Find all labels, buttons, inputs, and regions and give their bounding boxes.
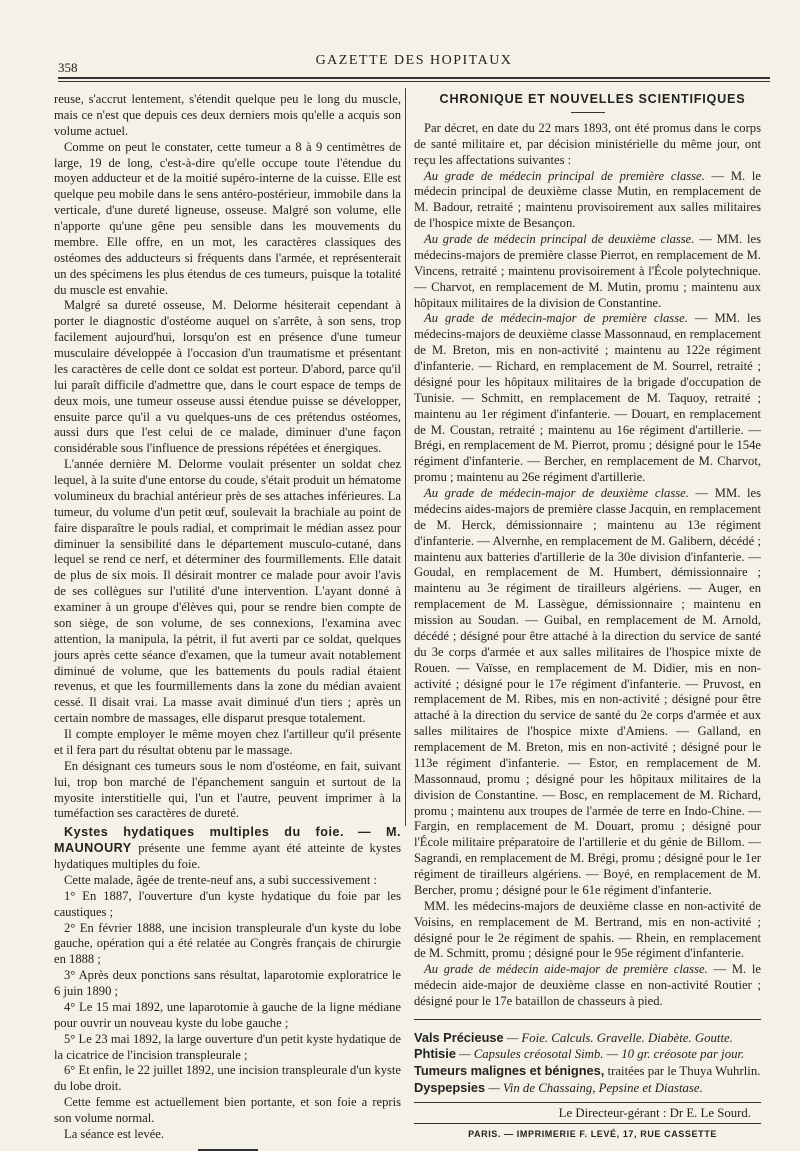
- ad-product: Dyspepsies: [414, 1079, 486, 1095]
- page-header: [58, 52, 770, 76]
- chronicle-title: CHRONIQUE ET NOUVELLES SCIENTIFIQUES: [439, 92, 746, 106]
- paragraph: Comme on peut le constater, cette tumeur a 8 à 9 centimètres de large, 19 de long, c'est-à-dire qu'elle occupe toute l'étendue du moyen adducteur et de la moitié supéro-interne de la cuisse. Elle est quelque peu mobile dans le sens antéro-postérieur, immobile dans la verticale, d'une dureté ligneuse, osseuse. Malgré son volume, elle n'apporte qu'une gêne peu sensible dans les mouvements du membre. Elle offre, en un mot, les caractères classiques des ostéomes des adducteurs si fréquents dans l'armée, et représenterait un des spécimens les plus étendus de ces tumeurs, puisque la totalité du muscle est envahie.: [54, 139, 401, 297]
- ad-line: [414, 1080, 761, 1097]
- ad-text: traitées par le Thuya Wuhrlin.: [604, 1064, 761, 1079]
- ad-product: Phtisie: [414, 1046, 456, 1062]
- paragraph: Cette malade, âgée de trente-neuf ans, a subi successivement :: [64, 872, 377, 887]
- section-title: Kystes hydatiques multiples du foie.: [64, 825, 344, 840]
- column-divider: [405, 88, 406, 826]
- printer-imprint: PARIS. — IMPRIMERIE F. LEVÉ, 17, RUE CASSETTE: [468, 1129, 717, 1140]
- right-column: [414, 92, 761, 1143]
- grade-heading: Au grade de médecin principal de deuxième classe.: [424, 232, 695, 246]
- ad-text: — Vin de Chassaing, Pepsine et Diastase.: [485, 1080, 703, 1095]
- list-item: 1° En 1887, l'ouverture d'un kyste hydatique du foie par les caustiques ;: [54, 888, 401, 919]
- left-column: [54, 92, 401, 1151]
- paragraph: L'année dernière M. Delorme voulait présenter un soldat chez lequel, à la suite d'une entorse du coude, s'était produit un hématome volumineux du brachial antérieur près de ses attaches inférieures. La tumeur, du volume d'un petit œuf, soulevait la brachiale au point de faire disparaître le pouls radial, et comprimait le médian assez pour diminuer la sensibilité dans le département musculo-cutané, dans lequel se rend ce nerf, et déterminer des fourmillements. Elle datait de plus de six mois. Il désirait montrer ce malade pour avoir l'avis de ses collègues sur l'utilité d'une intervention. L'ayant donné à examiner à un groupe d'élèves qui, pour se rendre bien compte de son siège, de son volume, de ses connexions, l'examina avec attention, la manipula, la pétrit, il fut averti par ce soldat, quelques jours après cette séance d'examen, que la tumeur avait notablement diminué de volume, que les battements du pouls radial étaient revenus, et que les fourmillements dans la zone du médian avaient cessé. Il disait vrai. La masse avait diminué d'un tiers ; après un certain nombre de massages, elle disparut presque totalement.: [54, 457, 401, 726]
- director-signature: Le Directeur-gérant : Dr E. Le Sourd.: [558, 1106, 751, 1121]
- section-intro: présente une femme ayant été atteinte de kystes hydatiques multiples du foie.: [54, 841, 401, 871]
- ad-product: Tumeurs malignes et bénignes,: [414, 1063, 605, 1079]
- paragraph: Par décret, en date du 22 mars 1893, ont été promus dans le corps de santé militaire et, par décision ministérielle du même jour, ont reçu les affectations suivantes :: [414, 120, 761, 167]
- grade-heading: Au grade de médecin-major de deuxième classe.: [424, 486, 689, 500]
- ad-product: Vals Précieuse: [414, 1029, 504, 1045]
- ad-line: [414, 1030, 761, 1047]
- list-item: 2° En février 1888, une incision transpleurale d'un kyste du lobe gauche, opération qui a été relatée au Congrès français de chirurgie en 1888 ;: [54, 920, 401, 967]
- section-author: — M. MAUNOURY: [54, 825, 401, 856]
- paragraph: [414, 311, 761, 486]
- grade-heading: Au grade de médecin aide-major de première classe.: [424, 962, 708, 977]
- title-rule: [571, 112, 605, 113]
- list-item: 6° Et enfin, le 22 juillet 1892, une incision transpleurale d'un kyste du lobe droit.: [54, 1063, 401, 1094]
- paragraph: En désignant ces tumeurs sous le nom d'ostéome, en fait, suivant lui, trop bon marché de l'épanchement sanguin et surtout de la myosite interstitielle qui, l'un et l'autre, peuvent imprimer à la tuméfaction ses caractères de dureté.: [54, 758, 401, 821]
- paragraph: Cette femme est actuellement bien portante, et son foie a repris son volume normal.: [54, 1095, 401, 1125]
- page-number: 358: [58, 60, 78, 75]
- paragraph: La séance est levée.: [64, 1126, 164, 1141]
- paragraph-text: — MM. les médecins-majors de deuxième classe Massonnaud, en remplacement de M. Breton, mis en non-activité ; maintenu au 122e régiment d'infanterie. — Richard, en remplacement de M. Sourrel, retraité ; désigné pour les hôpitaux militaires de la brigade d'occupation de Tunisie. — Schmitt, en remplacement de M. Taquoy, retraité ; maintenu au 1er régiment d'infanterie. — Douart, en remplacement de M. Coustan, retraité ; maintenu au 16e régiment d'artillerie. — Brégi, en remplacement de M. Pierrot, promu ; désigné pour le 154e régiment d'infanterie. — Bercher, en remplacement de M. Charvot, promu ; maintenu au 26e régiment d'artillerie.: [414, 311, 761, 485]
- paragraph-text: — M. le médecin principal de deuxième classe Mutin, en remplacement de M. Badour, retraité ; maintenu provisoirement aux salles militaires de l'hospice mixte de Besançon.: [414, 168, 761, 231]
- list-item: 4° Le 15 mai 1892, une laparotomie à gauche de la ligne médiane pour ouvrir un nouveau kyste du lobe gauche ;: [54, 999, 401, 1030]
- signature-rule-top: [414, 1102, 761, 1103]
- ad-line: [414, 1046, 761, 1063]
- paragraph-text: — MM. les médecins aides-majors de première classe Jacquin, en remplacement de M. Herck, démissionnaire ; maintenu au 13e régiment d'infanterie. — Alvernhe, en remplacement de M. Galibern, décédé ; maintenu aux batteries d'artillerie de la 30e division d'infanterie. — Goudal, en remplacement de M. Humbert, démissionnaire ; maintenu au 3e régiment de tirailleurs algériens. — Auger, en remplacement de M. Lassègue, démissionnaire ; maintenu en mission au Soudan. — Guibal, en remplacement de M. Arnold, décédé ; désigné pour être attaché à la direction du service de santé du 3e corps d'armée et aux salles militaires de l'hospice mixte de Rouen. — Vaïsse, en remplacement de M. Didier, mis en non-activité ; désigné pour le 17e régiment d'infanterie. — Pruvost, en remplacement de M. Ribes, mis en non-activité ; désigné pour être attaché à la direction du service de santé du 2e corps d'armée et aux salles militaires de l'hospice mixte d'Amiens. — Galland, en remplacement de M. Breton, mis en non-activité ; désigné pour le 113e régiment d'infanterie. — Estor, en remplacement de M. Massonnaud, promu ; désigné pour les hôpitaux militaires de la division de Constantine. — Bosc, en remplacement de M. Richard, promu ; maintenu aux troupes de l'armée de terre en Indo-Chine. — Fargin, en remplacement de M. Douart, promu ; désigné pour l'École militaire préparatoire de l'artillerie et du génie de Billom. — Sagrandi, en remplacement de M. Brégi, promu ; désigné pour le 1er régiment de tirailleurs algériens. — Boyé, en remplacement de M. Bercher, promu ; désigné pour le 61e régiment d'infanterie.: [414, 486, 762, 897]
- grade-heading: Au grade de médecin principal de première classe.: [424, 168, 705, 183]
- ad-line: [414, 1063, 761, 1080]
- header-rule-thin: [58, 81, 770, 82]
- paragraph: Il compte employer le même moyen chez l'artilleur qu'il présente et il fera part du résultat obtenu par le massage.: [54, 727, 401, 757]
- paragraph: [414, 962, 761, 1010]
- grade-heading: Au grade de médecin-major de première classe.: [424, 311, 688, 326]
- paragraph: [414, 232, 761, 311]
- paragraph-text: — MM. les médecins-majors de première classe Pierrot, en remplacement de M. Vincens, retraité ; maintenu provisoirement à l'École polytechnique. — Charvot, en remplacement de M. Mutin, promu ; maintenu aux hôpitaux militaires de la division de Constantine.: [414, 232, 761, 310]
- paragraph: reuse, s'accrut lentement, s'étendit quelque peu le long du muscle, mais ce n'est que depuis ces deux derniers mois qu'elle a acquis son volume actuel.: [54, 92, 401, 138]
- list-item: 3° Après deux ponctions sans résultat, laparotomie exploratrice le 6 juin 1890 ;: [54, 968, 401, 998]
- header-rule: [58, 77, 770, 79]
- journal-title: GAZETTE DES HOPITAUX: [315, 53, 513, 68]
- ad-text: — Foie. Calculs. Gravelle. Diabète. Goutte.: [503, 1030, 733, 1045]
- paragraph: Malgré sa dureté osseuse, M. Delorme hésiterait cependant à porter le diagnostic d'ostéome auquel on s'arrête, à son sens, trop facilement aujourd'hui, lorsqu'on est en présence d'une tumeur musculaire développée à l'occasion d'un traumatisme et présentant les caractères de celle dont ce soldat est porteur. D'abord, parce qu'il lui paraît difficile d'admettre que, dans le court espace de temps de deux mois, une tumeur osseuse aussi étendue puisse se développer, ensuite parce qu'il a vu quelques-uns de ces prétendus ostéomes, aussi durs que l'est celui de ce malade, diminuer d'une façon considérable sous l'influence de pressions répétées et énergiques.: [54, 298, 401, 456]
- advertisements: [414, 1030, 761, 1096]
- paragraph: [414, 486, 761, 899]
- paragraph: [414, 169, 761, 233]
- paragraph-text: — M. le médecin aide-major de deuxième classe en non-activité Routier ; désigné pour le 17e bataillon de chasseurs à pied.: [414, 962, 761, 1008]
- paragraph-text: MM. les médecins-majors de deuxième classe en non-activité de Voisins, en remplacement de M. Bertrand, mis en non-activité ; désigné pour le 2e régiment de spahis. — Rhein, en remplacement de M. Schmitt, promu ; désigné pour le 95e régiment d'infanterie.: [414, 898, 761, 961]
- section-divider: [414, 1019, 761, 1020]
- list-item: 5° Le 23 mai 1892, la large ouverture d'un petit kyste hydatique de la cicatrice de l'incision transpleurale ;: [54, 1031, 401, 1062]
- end-rule: [198, 1149, 258, 1151]
- signature-rule-bottom: [414, 1123, 761, 1124]
- section-heading-paragraph: [54, 825, 401, 873]
- ad-text: — Capsules créosotal Simb. — 10 gr. créosote par jour.: [455, 1047, 745, 1062]
- paragraph: [414, 899, 761, 963]
